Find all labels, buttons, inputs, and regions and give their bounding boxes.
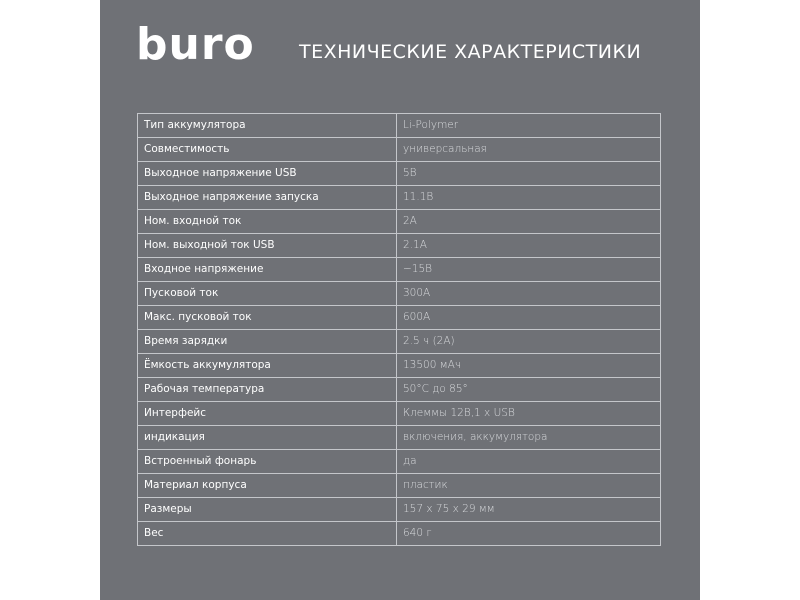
spec-value: 640 г bbox=[397, 522, 661, 546]
table-row bbox=[138, 306, 661, 330]
table-row bbox=[138, 426, 661, 450]
spec-value: 5В bbox=[397, 162, 661, 186]
spec-name: Ёмкость аккумулятора bbox=[138, 354, 397, 378]
spec-name: Ном. входной ток bbox=[138, 210, 397, 234]
table-row bbox=[138, 402, 661, 426]
table-row bbox=[138, 162, 661, 186]
table-row bbox=[138, 522, 661, 546]
spec-value: Li-Polymer bbox=[397, 114, 661, 138]
spec-name: Интерфейс bbox=[138, 402, 397, 426]
brand-logo: buro bbox=[136, 19, 255, 70]
spec-name: Пусковой ток bbox=[138, 282, 397, 306]
spec-name: Встроенный фонарь bbox=[138, 450, 397, 474]
table-row bbox=[138, 138, 661, 162]
spec-name: Время зарядки bbox=[138, 330, 397, 354]
spec-name: Совместимость bbox=[138, 138, 397, 162]
spec-value: да bbox=[397, 450, 661, 474]
spec-value: универсальная bbox=[397, 138, 661, 162]
table-row bbox=[138, 234, 661, 258]
spec-name: Рабочая температура bbox=[138, 378, 397, 402]
spec-value: 13500 мАч bbox=[397, 354, 661, 378]
table-row bbox=[138, 474, 661, 498]
spec-name: Входное напряжение bbox=[138, 258, 397, 282]
table-row bbox=[138, 114, 661, 138]
spec-value: 300А bbox=[397, 282, 661, 306]
spec-name: Ном. выходной ток USB bbox=[138, 234, 397, 258]
spec-card bbox=[100, 0, 700, 600]
spec-value: 2.5 ч (2А) bbox=[397, 330, 661, 354]
spec-value: 11.1В bbox=[397, 186, 661, 210]
spec-name: Макс. пусковой ток bbox=[138, 306, 397, 330]
spec-name: индикация bbox=[138, 426, 397, 450]
spec-value: включения, аккумулятора bbox=[397, 426, 661, 450]
spec-value: Клеммы 12В,1 x USB bbox=[397, 402, 661, 426]
spec-name: Размеры bbox=[138, 498, 397, 522]
table-row bbox=[138, 258, 661, 282]
spec-name: Тип аккумулятора bbox=[138, 114, 397, 138]
table-row bbox=[138, 354, 661, 378]
table-row bbox=[138, 498, 661, 522]
spec-name: Выходное напряжение запуска bbox=[138, 186, 397, 210]
page-title: ТЕХНИЧЕСКИЕ ХАРАКТЕРИСТИКИ bbox=[299, 41, 642, 63]
table-row bbox=[138, 282, 661, 306]
spec-value: 157 x 75 x 29 мм bbox=[397, 498, 661, 522]
spec-value: 2.1А bbox=[397, 234, 661, 258]
spec-value: 2А bbox=[397, 210, 661, 234]
spec-name: Материал корпуса bbox=[138, 474, 397, 498]
spec-value: пластик bbox=[397, 474, 661, 498]
table-row bbox=[138, 450, 661, 474]
table-row bbox=[138, 330, 661, 354]
table-row bbox=[138, 210, 661, 234]
spec-table bbox=[137, 113, 661, 546]
spec-value: 600А bbox=[397, 306, 661, 330]
table-row bbox=[138, 378, 661, 402]
spec-value: ~15В bbox=[397, 258, 661, 282]
spec-value: 50°С до 85° bbox=[397, 378, 661, 402]
spec-name: Вес bbox=[138, 522, 397, 546]
table-row bbox=[138, 186, 661, 210]
spec-name: Выходное напряжение USB bbox=[138, 162, 397, 186]
